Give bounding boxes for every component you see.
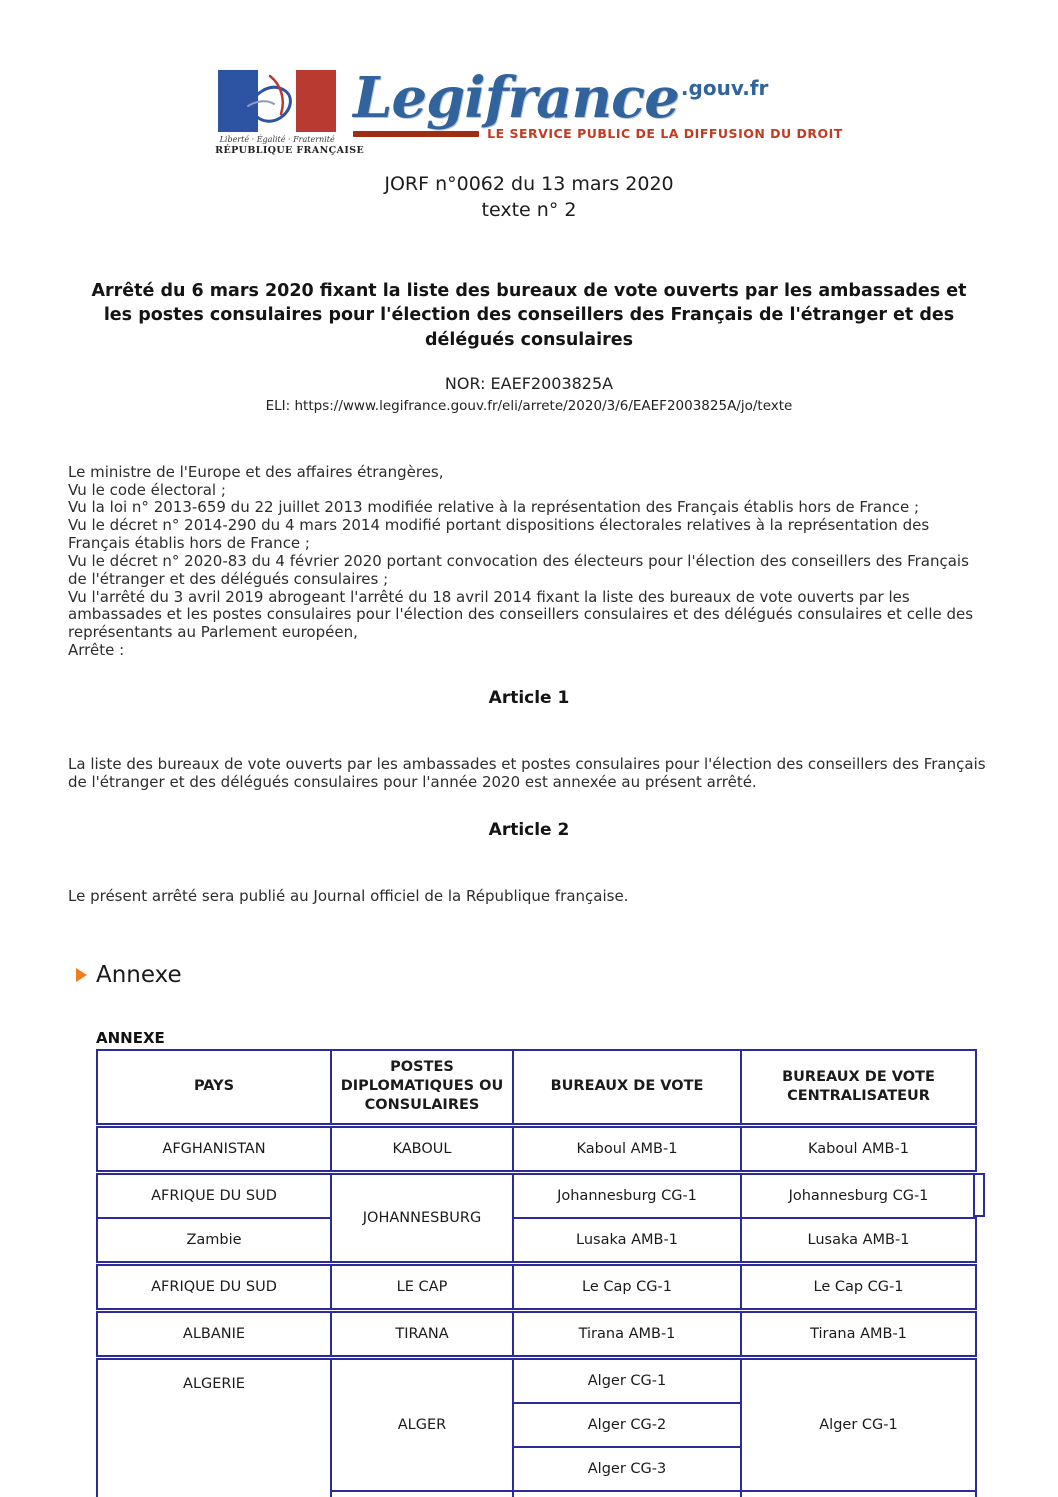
table-cell: Kaboul AMB-1 xyxy=(741,1127,976,1171)
table-cell: Johannesburg CG-1 xyxy=(741,1174,976,1218)
table-cell xyxy=(513,1491,741,1497)
table-cell xyxy=(331,1491,513,1497)
table-row xyxy=(97,1312,976,1356)
annex-table xyxy=(96,1049,998,1497)
french-flag-marianne-icon xyxy=(218,70,336,132)
table-row xyxy=(97,1127,976,1171)
table-cell: Le Cap CG-1 xyxy=(513,1265,741,1309)
table-cell: Tirana AMB-1 xyxy=(513,1312,741,1356)
table-cell: Johannesburg CG-1 xyxy=(513,1174,741,1218)
legifrance-logo[interactable] xyxy=(353,65,843,141)
page-header xyxy=(0,0,1058,156)
table-cell: AFGHANISTAN xyxy=(97,1127,331,1171)
eli-line: ELI: https://www.legifrance.gouv.fr/eli/arrete/2020/3/6/EAEF2003825A/jo/texte xyxy=(265,397,793,414)
table-cell: AFRIQUE DU SUD xyxy=(97,1174,331,1218)
nor-line: NOR: EAEF2003825A xyxy=(444,373,614,393)
preamble-line: Le ministre de l'Europe et des affaires étrangères, xyxy=(68,462,444,481)
legifrance-wordmark: Legifrance xyxy=(353,65,679,131)
table-cell: Le Cap CG-1 xyxy=(741,1265,976,1309)
table-group xyxy=(96,1264,975,1310)
table-row xyxy=(97,1174,976,1218)
annexe-heading: Annexe xyxy=(96,961,182,988)
texte-number-line: texte n° 2 xyxy=(481,198,577,221)
table-group xyxy=(96,1049,975,1125)
table-row xyxy=(97,1359,976,1403)
table-cell: Zambie xyxy=(97,1218,331,1262)
table-cell: Alger CG-2 xyxy=(513,1403,741,1447)
column-header: BUREAUX DE VOTE CENTRALISATEUR xyxy=(741,1050,976,1124)
table-row xyxy=(97,1265,976,1309)
table-group xyxy=(96,1358,975,1497)
table-cell: ALGERIE xyxy=(97,1359,331,1497)
table-edge-overhang xyxy=(973,1173,985,1217)
table-group xyxy=(96,1311,975,1357)
annexe-arrow-icon xyxy=(76,968,87,982)
table-cell: Alger CG-1 xyxy=(741,1359,976,1491)
table-cell: Tirana AMB-1 xyxy=(741,1312,976,1356)
annexe-label: ANNEXE xyxy=(96,1028,165,1047)
preamble-line: Vu le décret n° 2020-83 du 4 février 2020 portant convocation des électeurs pour l'élection des conseillers des Français de l'étranger et des délégués consulaires ; xyxy=(68,551,969,588)
table-cell: Lusaka AMB-1 xyxy=(513,1218,741,1262)
table-cell xyxy=(741,1491,976,1497)
table-cell: TIRANA xyxy=(331,1312,513,1356)
preamble xyxy=(68,464,990,660)
preamble-line: Vu le décret n° 2014-290 du 4 mars 2014 modifié portant dispositions électorales relatives à la représentation des Français établis hors de France ; xyxy=(68,516,930,553)
preamble-line: Vu l'arrêté du 3 avril 2019 abrogeant l'arrêté du 18 avril 2014 fixant la liste des bureaux de vote ouverts par les ambassades et les postes consulaires pour l'élection des conseillers consulaires et des délégués consulaires et celle des représentants au Parlement européen, xyxy=(68,587,974,642)
republique-francaise-text: RÉPUBLIQUE FRANÇAISE xyxy=(215,145,365,156)
article-1-body: La liste des bureaux de vote ouverts par les ambassades et postes consulaires pour l'élection des conseillers des Français de l'étranger et des délégués consulaires pour l'année 2020 est annexée au présent arrêté. xyxy=(68,754,986,791)
republique-francaise-logo xyxy=(215,70,365,156)
column-header: BUREAUX DE VOTE xyxy=(513,1050,741,1124)
table-group xyxy=(96,1173,975,1263)
preamble-line: Vu la loi n° 2013-659 du 22 juillet 2013 modifiée relative à la représentation des Français établis hors de France ; xyxy=(68,498,920,517)
motto-text: Liberté · Égalité · Fraternité xyxy=(219,135,335,144)
preamble-line: Vu le code électoral ; xyxy=(68,480,226,499)
table-cell: Lusaka AMB-1 xyxy=(741,1218,976,1262)
preamble-line: Arrête : xyxy=(68,641,125,660)
table-cell: ALBANIE xyxy=(97,1312,331,1356)
table-cell: KABOUL xyxy=(331,1127,513,1171)
table-cell: AFRIQUE DU SUD xyxy=(97,1265,331,1309)
article-2-body: Le présent arrêté sera publié au Journal officiel de la République française. xyxy=(68,886,629,905)
annexe-toggle[interactable] xyxy=(76,962,1058,988)
table-cell: Alger CG-1 xyxy=(513,1359,741,1403)
table-cell: LE CAP xyxy=(331,1265,513,1309)
table-row xyxy=(97,1218,976,1262)
table-cell: Alger CG-3 xyxy=(513,1447,741,1491)
article-1-heading: Article 1 xyxy=(488,687,570,708)
document-title: Arrêté du 6 mars 2020 fixant la liste des bureaux de vote ouverts par les ambassades et les postes consulaires pour l'élection des conseillers des Français de l'étranger et des délégués consulaires xyxy=(91,281,967,350)
gouv-fr-suffix: .gouv.fr xyxy=(680,76,769,100)
column-header: PAYS xyxy=(97,1050,331,1124)
red-underline-bar xyxy=(353,131,479,137)
column-header: POSTES DIPLOMATIQUES OU CONSULAIRES xyxy=(331,1050,513,1124)
jorf-number-line: JORF n°0062 du 13 mars 2020 xyxy=(384,173,674,195)
article-2-heading: Article 2 xyxy=(488,819,570,840)
jorf-reference xyxy=(0,172,1058,223)
table-group xyxy=(96,1126,975,1172)
table-cell: ALGER xyxy=(331,1359,513,1491)
table-cell: Kaboul AMB-1 xyxy=(513,1127,741,1171)
table-cell: JOHANNESBURG xyxy=(331,1174,513,1262)
legifrance-tagline: LE SERVICE PUBLIC DE LA DIFFUSION DU DROIT xyxy=(487,126,843,141)
